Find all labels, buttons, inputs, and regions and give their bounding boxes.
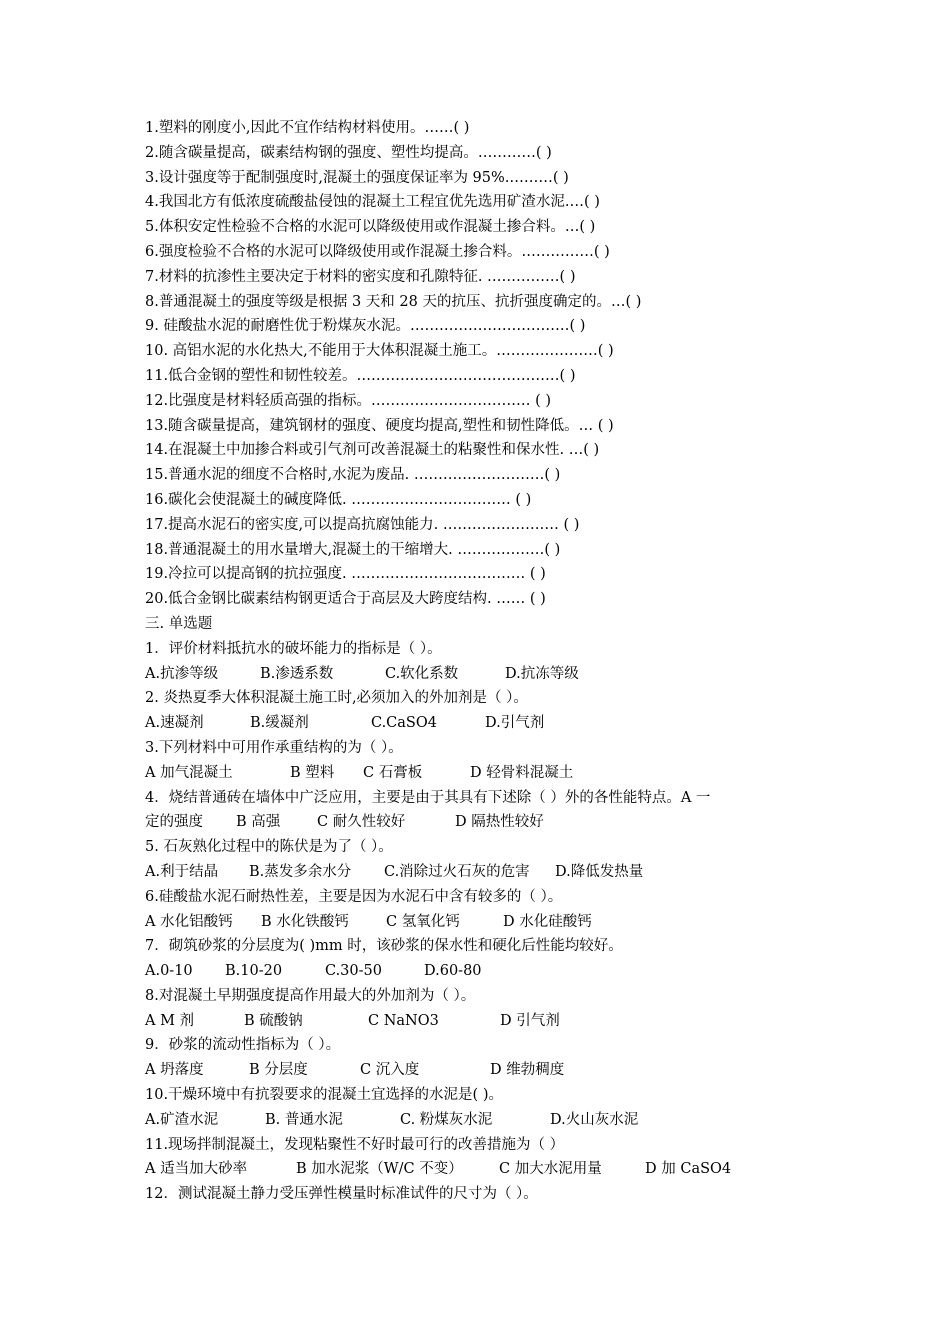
answer-option: B 分层度 — [249, 1062, 308, 1079]
judgement-item: 14.在混凝土中加掺合料或引气剂可改善混凝土的粘聚性和保水性. …( ) — [145, 442, 600, 459]
judgement-item: 18.普通混凝土的用水量增大,混凝土的干缩增大. ………………( ) — [145, 541, 561, 558]
judgement-item: 6.强度检验不合格的水泥可以降级使用或作混凝土掺合料。……………( ) — [145, 243, 610, 260]
answer-option: C 氢氧化钙 — [386, 913, 460, 930]
answer-option: B 高强 — [236, 814, 281, 831]
answer-option: A M 剂 — [145, 1012, 195, 1029]
judgement-item: 1.塑料的刚度小,因此不宜作结构材料使用。……( ) — [145, 120, 470, 136]
judgement-item: 5.体积安定性检验不合格的水泥可以降级使用或作混凝土掺合料。…( ) — [145, 219, 596, 236]
answer-option: B.缓凝剂 — [250, 715, 309, 732]
judgement-list — [145, 116, 815, 612]
answer-option: C. 粉煤灰水泥 — [400, 1111, 493, 1128]
question-list — [145, 637, 815, 1207]
answer-option: B 塑料 — [290, 764, 335, 781]
judgement-item: 3.设计强度等于配制强度时,混凝土的强度保证率为 95%.………( ) — [145, 169, 569, 186]
judgement-item: 9. 硅酸盐水泥的耐磨性优于粉煤灰水泥。……………………………( ) — [145, 318, 586, 335]
judgement-item: 19.冷拉可以提高钢的抗拉强度. ……………………………… ( ) — [145, 566, 546, 583]
question-options — [145, 1058, 815, 1083]
question-text: 3.下列材料中可用作承重结构的为（ ）。 — [145, 739, 403, 756]
question-text: 1．评价材料抵抗水的破坏能力的指标是（ ）。 — [145, 640, 442, 657]
answer-option: D.60-80 — [424, 963, 482, 980]
answer-option: A 坍落度 — [145, 1062, 204, 1079]
answer-option: D 维勃稠度 — [490, 1062, 565, 1079]
answer-option: C 加大水泥用量 — [499, 1161, 602, 1178]
answer-option: D 引气剂 — [500, 1012, 560, 1029]
answer-option: D.火山灰水泥 — [550, 1111, 639, 1128]
document-content — [145, 116, 815, 1207]
answer-option: C 耐久性较好 — [317, 814, 406, 831]
question-options — [145, 959, 815, 984]
question-options — [145, 761, 815, 786]
judgement-item: 16.碳化会使混凝土的碱度降低. …………………………… ( ) — [145, 491, 532, 508]
question-text: 8.对混凝土早期强度提高作用最大的外加剂为（ ）。 — [145, 987, 476, 1004]
section-title: 三. 单选题 — [145, 615, 213, 632]
answer-option: C.CaSO4 — [371, 715, 437, 732]
answer-option: D.降低发热量 — [555, 863, 644, 880]
answer-option: D 隔热性较好 — [455, 814, 544, 831]
judgement-item: 2.随含碳量提高，碳素结构钢的强度、塑性均提高。…………( ) — [145, 144, 552, 161]
answer-option: C.30-50 — [325, 963, 382, 980]
answer-option: C 沉入度 — [360, 1062, 420, 1079]
question-options — [145, 662, 815, 687]
answer-option: D 加 CaSO4 — [645, 1161, 732, 1178]
answer-option: D 轻骨料混凝土 — [470, 764, 574, 781]
answer-option: B.蒸发多余水分 — [249, 863, 352, 880]
question-text: 5. 石灰熟化过程中的陈伏是为了（ ）。 — [145, 839, 393, 856]
question-text: 10.干燥环境中有抗裂要求的混凝土宜选择的水泥是( )。 — [145, 1087, 503, 1104]
judgement-item: 13.随含碳量提高，建筑钢材的强度、硬度均提高,塑性和韧性降低。… ( ) — [145, 417, 614, 434]
answer-option: A.抗渗等级 — [145, 665, 219, 682]
answer-option: A 水化铝酸钙 — [145, 913, 233, 930]
question-text: 9．砂浆的流动性指标为（ ）。 — [145, 1037, 341, 1054]
judgement-item: 7.材料的抗渗性主要决定于材料的密实度和孔隙特征. ……………( ) — [145, 268, 576, 285]
answer-option: C.软化系数 — [385, 665, 459, 682]
answer-option: B. 普通水泥 — [265, 1111, 343, 1128]
question-options — [145, 910, 815, 935]
answer-option: B.10-20 — [225, 963, 283, 980]
question-options — [145, 1157, 815, 1182]
judgement-item: 12.比强度是材料轻质高强的指标。…………………………… ( ) — [145, 392, 552, 409]
question-options — [145, 1009, 815, 1034]
question-text: 7．砌筑砂浆的分层度为( )mm 时，该砂浆的保水性和硬化后性能均较好。 — [145, 938, 623, 955]
judgement-item: 4.我国北方有低浓度硫酸盐侵蚀的混凝土工程宜优先选用矿渣水泥.…( ) — [145, 194, 600, 211]
answer-option: A 加气混凝土 — [145, 764, 233, 781]
answer-option: C.消除过火石灰的危害 — [384, 863, 530, 880]
answer-option: 定的强度 — [145, 814, 203, 831]
question-text: 11.现场拌制混凝土，发现粘聚性不好时最可行的改善措施为（ ） — [145, 1136, 565, 1153]
question-options — [145, 1108, 815, 1133]
answer-option: A.速凝剂 — [145, 715, 204, 732]
question-options — [145, 810, 815, 835]
judgement-item: 17.提高水泥石的密实度,可以提高抗腐蚀能力. …………………… ( ) — [145, 516, 580, 533]
answer-option: D.抗冻等级 — [505, 665, 579, 682]
judgement-item: 15.普通水泥的细度不合格时,水泥为废品. ………………………( ) — [145, 467, 561, 484]
question-options — [145, 711, 815, 736]
answer-option: A.利于结晶 — [145, 863, 219, 880]
question-text: 2. 炎热夏季大体积混凝土施工时,必须加入的外加剂是（ ）。 — [145, 690, 528, 707]
question-text: 12．测试混凝土静力受压弹性模量时标准试件的尺寸为（ ）。 — [145, 1186, 538, 1203]
answer-option: B.渗透系数 — [260, 665, 334, 682]
judgement-item: 20.低合金钢比碳素结构钢更适合于高层及大跨度结构. …… ( ) — [145, 591, 546, 608]
answer-option: D 水化硅酸钙 — [503, 913, 592, 930]
answer-option: C NaNO3 — [368, 1012, 439, 1029]
answer-option: C 石膏板 — [363, 764, 423, 781]
answer-option: A.0-10 — [145, 963, 193, 980]
judgement-item: 10. 高铝水泥的水化热大,不能用于大体积混凝土施工。…………………( ) — [145, 343, 614, 360]
judgement-item: 11.低合金钢的塑性和韧性较差。……………………………………( ) — [145, 367, 576, 384]
answer-option: B 硫酸钠 — [244, 1012, 303, 1029]
answer-option: B 水化铁酸钙 — [261, 913, 349, 930]
answer-option: B 加水泥浆（W/C 不变） — [296, 1161, 463, 1178]
answer-option: A 适当加大砂率 — [145, 1161, 248, 1178]
judgement-item: 8.普通混凝土的强度等级是根据 3 天和 28 天的抗压、抗折强度确定的。…( ) — [145, 293, 642, 310]
answer-option: A.矿渣水泥 — [145, 1111, 219, 1128]
question-text: 4．烧结普通砖在墙体中广泛应用，主要是由于其具有下述除（ ）外的各性能特点。A 一 — [145, 789, 711, 806]
question-text: 6.硅酸盐水泥石耐热性差，主要是因为水泥石中含有较多的（ ）。 — [145, 888, 563, 905]
question-options — [145, 860, 815, 885]
answer-option: D.引气剂 — [485, 715, 545, 732]
